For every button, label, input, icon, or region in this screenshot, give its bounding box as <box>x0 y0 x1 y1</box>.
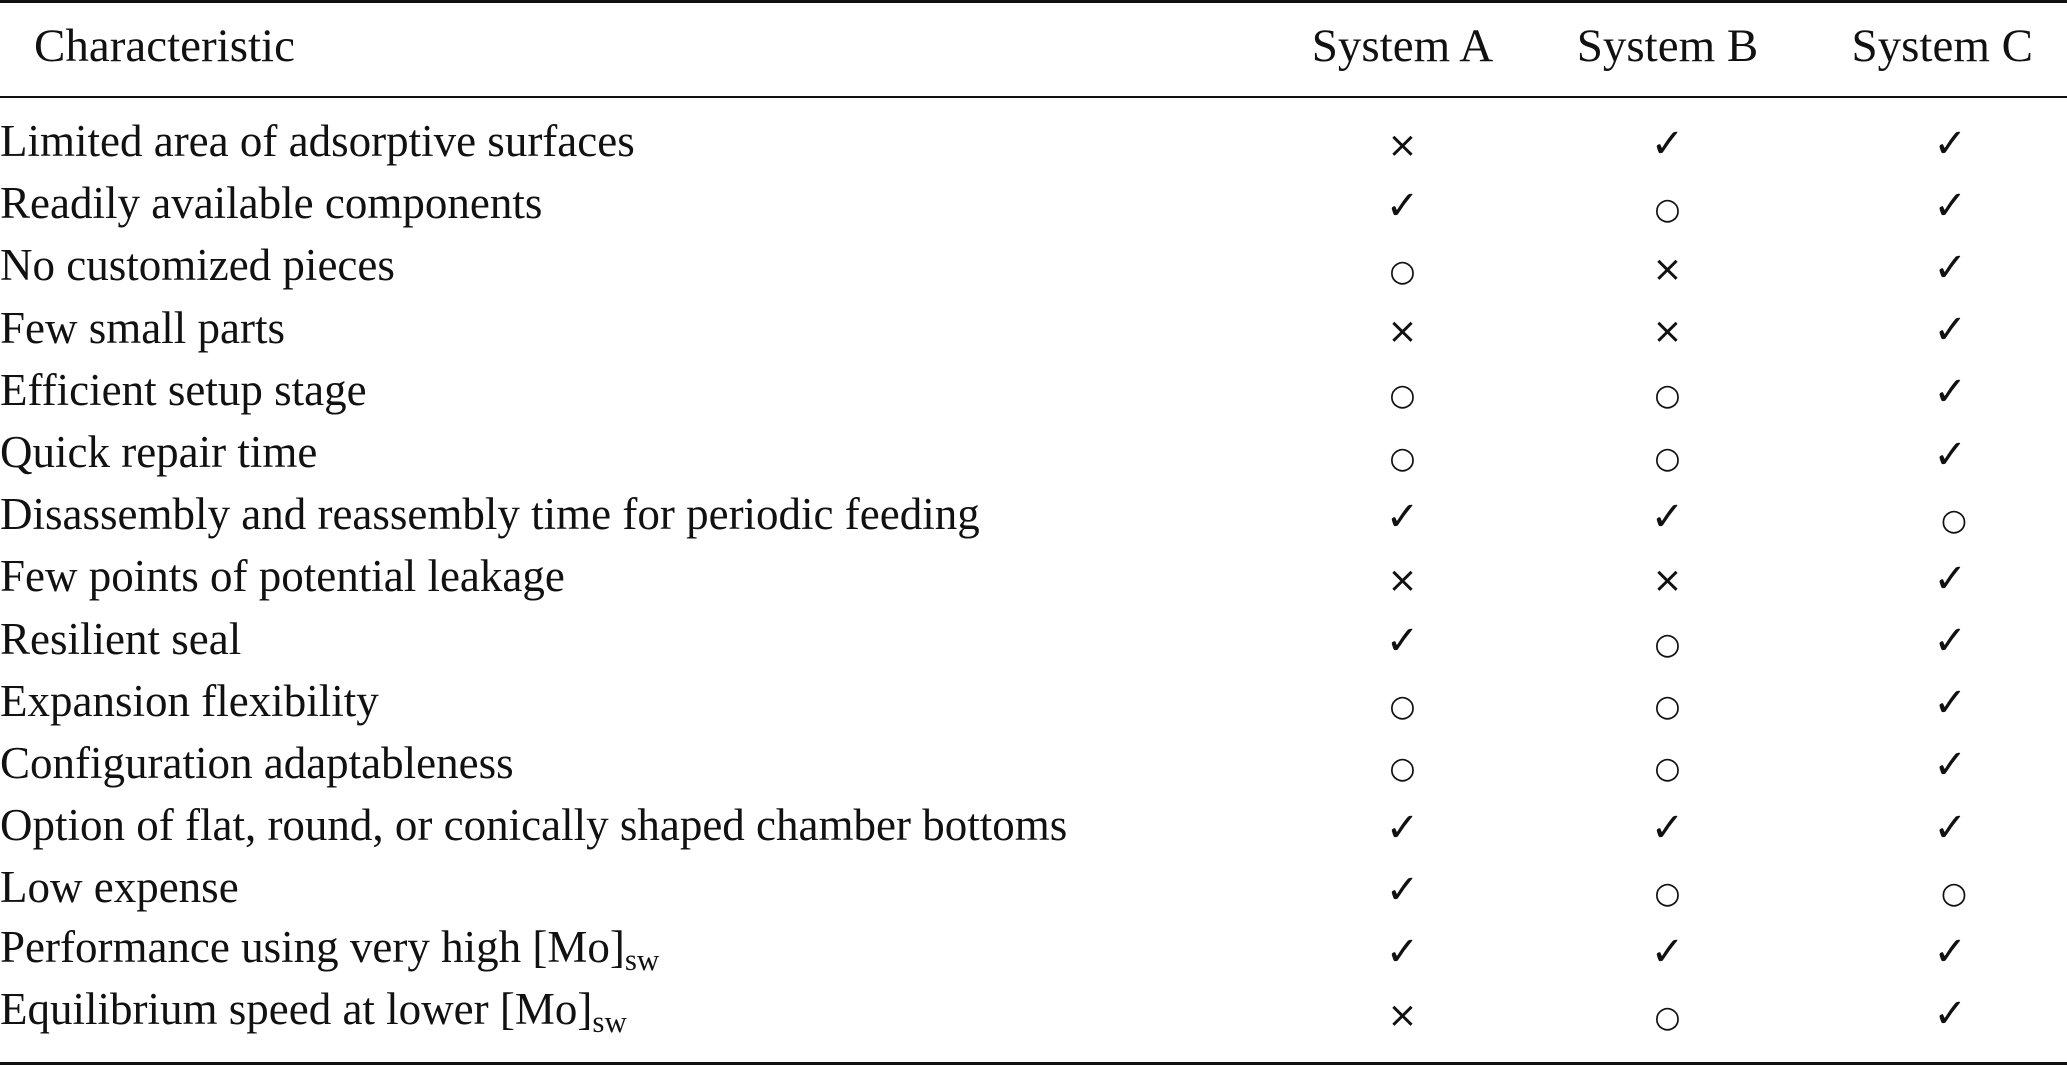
cell-system-a <box>1270 732 1535 794</box>
header-characteristic: Characteristic <box>34 20 295 72</box>
header-system-c: System C <box>1851 20 2033 72</box>
cross-mark-icon: × <box>1387 124 1418 166</box>
cell-system-b <box>1535 794 1800 856</box>
cell-system-a <box>1270 483 1535 545</box>
cell-system-a <box>1270 608 1535 670</box>
cell-system-b <box>1535 110 1800 172</box>
check-mark-icon: ✓ <box>1650 804 1685 851</box>
check-mark-icon: ✓ <box>1650 120 1685 167</box>
circle-mark-icon: ○ <box>1389 689 1416 725</box>
circle-mark-icon: ○ <box>1654 627 1681 663</box>
circle-mark-icon: ○ <box>1389 378 1416 414</box>
cell-system-c <box>1800 608 2067 670</box>
cell-system-b <box>1535 732 1800 794</box>
cell-system-b <box>1535 981 1800 1043</box>
cell-system-c <box>1800 918 2067 980</box>
bottom-rule <box>0 1062 2067 1065</box>
row-label <box>0 110 1270 172</box>
row-label <box>0 981 1270 1043</box>
cell-system-c <box>1800 172 2067 234</box>
row-label <box>0 483 1270 545</box>
row-label-text: No customized pieces <box>0 240 395 291</box>
table-row <box>0 110 2067 172</box>
header-row <box>0 0 2067 96</box>
table-row <box>0 545 2067 607</box>
cell-system-a <box>1270 172 1535 234</box>
table-row <box>0 483 2067 545</box>
row-label-text: Expansion flexibility <box>0 675 379 726</box>
cell-system-a <box>1270 110 1535 172</box>
circle-mark-icon: ○ <box>1654 440 1681 476</box>
cell-system-c <box>1800 483 2067 545</box>
row-label <box>0 359 1270 421</box>
cell-system-a <box>1270 297 1535 359</box>
table-row <box>0 359 2067 421</box>
cell-system-b <box>1535 670 1800 732</box>
check-mark-icon: ✓ <box>1650 929 1685 976</box>
table-row <box>0 421 2067 483</box>
cell-system-a <box>1270 359 1535 421</box>
check-mark-icon: ✓ <box>1933 307 1967 354</box>
cell-system-b <box>1535 483 1800 545</box>
cell-system-a <box>1270 421 1535 483</box>
row-label-text: Limited area of adsorptive surfaces <box>0 116 635 167</box>
header-system-a: System A <box>1311 20 1494 72</box>
circle-mark-icon: ○ <box>1654 1000 1681 1036</box>
circle-mark-icon: ○ <box>1940 875 1967 911</box>
row-label <box>0 856 1270 918</box>
check-mark-icon: ✓ <box>1933 929 1967 976</box>
row-label <box>0 608 1270 670</box>
check-mark-icon: ✓ <box>1385 866 1420 913</box>
check-mark-icon: ✓ <box>1650 493 1685 540</box>
check-mark-icon: ✓ <box>1385 618 1420 665</box>
row-label <box>0 545 1270 607</box>
row-label <box>0 794 1270 856</box>
check-mark-icon: ✓ <box>1933 244 1967 291</box>
table-row <box>0 297 2067 359</box>
row-label-text: Resilient seal <box>0 613 242 664</box>
cell-system-c <box>1800 234 2067 296</box>
cell-system-c <box>1800 856 2067 918</box>
circle-mark-icon: ○ <box>1389 253 1416 289</box>
row-label-subscript: sw <box>592 1004 627 1040</box>
cell-system-a <box>1270 856 1535 918</box>
circle-mark-icon: ○ <box>1654 378 1681 414</box>
circle-mark-icon: ○ <box>1654 875 1681 911</box>
row-label-text: Quick repair time <box>0 427 318 478</box>
check-mark-icon: ✓ <box>1933 618 1967 665</box>
table-row <box>0 732 2067 794</box>
row-label <box>0 297 1270 359</box>
cell-system-a <box>1270 234 1535 296</box>
cross-mark-icon: × <box>1652 248 1683 290</box>
row-label-text: Efficient setup stage <box>0 364 367 415</box>
check-mark-icon: ✓ <box>1933 555 1967 602</box>
cell-system-a <box>1270 670 1535 732</box>
cell-system-b <box>1535 234 1800 296</box>
row-label-text: Performance using very high [Mo] <box>0 922 625 973</box>
cell-system-b <box>1535 856 1800 918</box>
cross-mark-icon: × <box>1652 311 1683 353</box>
circle-mark-icon: ○ <box>1654 751 1681 787</box>
circle-mark-icon: ○ <box>1654 689 1681 725</box>
table-row <box>0 234 2067 296</box>
circle-mark-icon: ○ <box>1940 502 1967 538</box>
check-mark-icon: ✓ <box>1933 680 1967 727</box>
cross-mark-icon: × <box>1387 995 1418 1037</box>
row-label-text: Low expense <box>0 862 239 913</box>
check-mark-icon: ✓ <box>1933 369 1967 416</box>
row-label-subscript: sw <box>624 942 660 978</box>
cell-system-a <box>1270 918 1535 980</box>
cell-system-a <box>1270 981 1535 1043</box>
check-mark-icon: ✓ <box>1933 120 1967 167</box>
cell-system-c <box>1800 359 2067 421</box>
cross-mark-icon: × <box>1652 559 1683 601</box>
row-label <box>0 732 1270 794</box>
table-row <box>0 670 2067 732</box>
table-row <box>0 981 2067 1043</box>
row-label <box>0 421 1270 483</box>
cell-system-b <box>1535 918 1800 980</box>
table-row <box>0 608 2067 670</box>
row-label-text: Configuration adaptableness <box>0 737 514 788</box>
row-label-text: Disassembly and reassembly time for periodic feeding <box>0 489 980 540</box>
row-label <box>0 172 1270 234</box>
check-mark-icon: ✓ <box>1933 742 1967 789</box>
cell-system-b <box>1535 297 1800 359</box>
row-label <box>0 918 1270 980</box>
cell-system-b <box>1535 421 1800 483</box>
cell-system-c <box>1800 794 2067 856</box>
row-label <box>0 670 1270 732</box>
header-system-b: System B <box>1576 20 1759 72</box>
check-mark-icon: ✓ <box>1385 182 1420 229</box>
circle-mark-icon: ○ <box>1654 191 1681 227</box>
cell-system-c <box>1800 545 2067 607</box>
row-label-text: Option of flat, round, or conically shaped chamber bottoms <box>0 800 1068 851</box>
cell-system-c <box>1800 732 2067 794</box>
check-mark-icon: ✓ <box>1933 991 1967 1038</box>
check-mark-icon: ✓ <box>1385 804 1420 851</box>
row-label-text: Equilibrium speed at lower [Mo] <box>0 984 593 1035</box>
circle-mark-icon: ○ <box>1389 440 1416 476</box>
cell-system-b <box>1535 359 1800 421</box>
cell-system-b <box>1535 172 1800 234</box>
table-row <box>0 856 2067 918</box>
row-label-text: Few small parts <box>0 302 285 353</box>
row-label-text: Few points of potential leakage <box>0 551 565 602</box>
check-mark-icon: ✓ <box>1933 182 1967 229</box>
cell-system-a <box>1270 794 1535 856</box>
circle-mark-icon: ○ <box>1389 751 1416 787</box>
cell-system-c <box>1800 981 2067 1043</box>
cell-system-b <box>1535 608 1800 670</box>
cross-mark-icon: × <box>1387 311 1418 353</box>
cell-system-c <box>1800 670 2067 732</box>
table-body <box>0 96 2067 1043</box>
table-row <box>0 172 2067 234</box>
row-label <box>0 234 1270 296</box>
cell-system-c <box>1800 110 2067 172</box>
check-mark-icon: ✓ <box>1933 804 1967 851</box>
cell-system-c <box>1800 297 2067 359</box>
table-row <box>0 794 2067 856</box>
cell-system-a <box>1270 545 1535 607</box>
cell-system-b <box>1535 545 1800 607</box>
check-mark-icon: ✓ <box>1385 929 1420 976</box>
cell-system-c <box>1800 421 2067 483</box>
check-mark-icon: ✓ <box>1385 493 1420 540</box>
cross-mark-icon: × <box>1387 559 1418 601</box>
check-mark-icon: ✓ <box>1933 431 1967 478</box>
table-row <box>0 918 2067 980</box>
row-label-text: Readily available components <box>0 178 543 229</box>
